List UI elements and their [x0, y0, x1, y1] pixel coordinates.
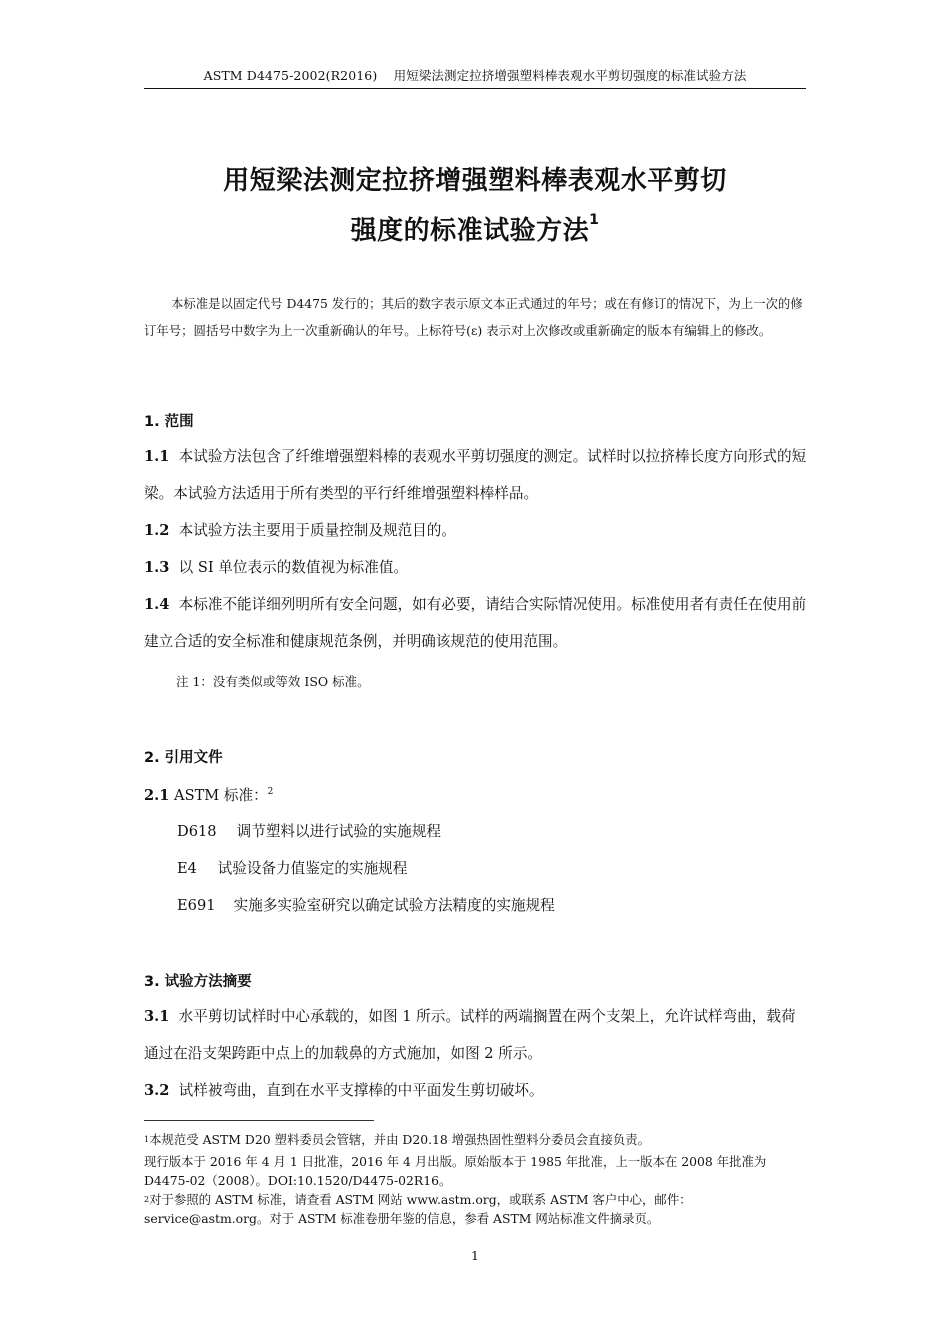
footnote-2-mark: 2: [144, 1195, 150, 1204]
section-2-heading: 2. 引用文件: [144, 750, 223, 766]
ref-code: E691: [177, 897, 216, 914]
clause-number: 2.1: [144, 786, 170, 804]
clause-3-2: [144, 1072, 808, 1109]
footnote-rule: [144, 1120, 374, 1121]
clause-number: 1.2: [144, 522, 170, 539]
clause-number: 3.2: [144, 1082, 170, 1099]
clause-1-1: [144, 438, 808, 512]
footnote-1-continued: 现行版本于 2016 年 4 月 1 日批准，2016 年 4 月出版。原始版本于 1985 年批准，上一版本在 2008 年批准为 D4475-02（2008）。DOI:10.1520/D4475-02R16。: [144, 1154, 767, 1188]
ref-title: 调节塑料以进行试验的实施规程: [236, 823, 441, 840]
preamble: 本标准是以固定代号 D4475 发行的；其后的数字表示原文本正式通过的年号；或在有修订的情况下，为上一次的修订年号；圆括号中数字为上一次重新确认的年号。上标符号(ε) 表示对上次修改或重新确定的版本有编辑上的修改。: [144, 296, 803, 338]
ref-code: D618: [177, 823, 217, 840]
ref-title: 试验设备力值鉴定的实施规程: [217, 860, 408, 877]
clause-text: 本试验方法主要用于质量控制及规范目的。: [178, 522, 456, 539]
ref-code: E4: [177, 860, 197, 877]
clause-2-1: [144, 774, 808, 814]
clause-number: 1.4: [144, 596, 170, 613]
note-1: 注 1：没有类似或等效 ISO 标准。: [176, 674, 370, 689]
clause-number: 1.3: [144, 559, 170, 576]
page-number: 1: [471, 1248, 479, 1263]
clause-text: 以 SI 单位表示的数值视为标准值。: [178, 559, 409, 576]
title-line-2: [144, 210, 806, 247]
title-line-2-text: 强度的标准试验方法: [350, 216, 590, 246]
footnote-mark-2: 2: [267, 787, 274, 797]
title-line-1: 用短梁法测定拉挤增强塑料棒表观水平剪切: [223, 166, 727, 196]
section-1-heading: 1. 范围: [144, 414, 194, 430]
clause-text: 试样被弯曲，直到在水平支撑棒的中平面发生剪切破坏。: [178, 1082, 544, 1099]
running-header: ASTM D4475-2002(R2016) 用短梁法测定拉挤增强塑料棒表观水平剪切强度的标准试验方法: [203, 68, 747, 83]
footnote-2-text: 对于参照的 ASTM 标准，请查看 ASTM 网站 www.astm.org，或联系 ASTM 客户中心，邮件：service@astm.org。对于 ASTM 标准卷册年鉴的信息，参看 ASTM 网站标准文件摘录页。: [144, 1192, 692, 1226]
clause-number: 3.1: [144, 1008, 170, 1025]
ref-e4: [177, 857, 407, 878]
footnote-1-text: 本规范受 ASTM D20 塑料委员会管辖，并由 D20.18 增强热固性塑料分委员会直接负责。: [149, 1132, 651, 1147]
clause-text: 本标准不能详细列明所有安全问题，如有必要，请结合实际情况使用。标准使用者有责任在使用前建立合适的安全标准和健康规范条例，并明确该规范的使用范围。: [144, 596, 807, 650]
section-3-heading: 3. 试验方法摘要: [144, 974, 252, 990]
footnote-1-mark: 1: [144, 1135, 150, 1144]
clause-3-1: [144, 998, 808, 1072]
ref-title: 实施多实验室研究以确定试验方法精度的实施规程: [233, 897, 555, 914]
clause-number: 1.1: [144, 448, 170, 465]
ref-d618: [177, 820, 441, 841]
ref-e691: [177, 894, 555, 915]
clause-text: 水平剪切试样时中心承载的，如图 1 所示。试样的两端搁置在两个支架上，允许试样弯曲，载荷通过在沿支架跨距中点上的加载鼻的方式施加，如图 2 所示。: [144, 1008, 796, 1062]
footnotes: [144, 1130, 808, 1228]
title-footnote-mark: 1: [589, 212, 600, 228]
clause-text: ASTM 标准：: [174, 786, 268, 804]
clause-text: 本试验方法包含了纤维增强塑料棒的表观水平剪切强度的测定。试样时以拉挤棒长度方向形式的短梁。本试验方法适用于所有类型的平行纤维增强塑料棒样品。: [144, 448, 807, 502]
clause-1-3: [144, 549, 808, 586]
footnote-2: [144, 1190, 808, 1228]
clause-1-2: [144, 512, 808, 549]
header-rule: [144, 88, 806, 89]
clause-1-4: [144, 586, 808, 660]
footnote-1: [144, 1130, 808, 1149]
